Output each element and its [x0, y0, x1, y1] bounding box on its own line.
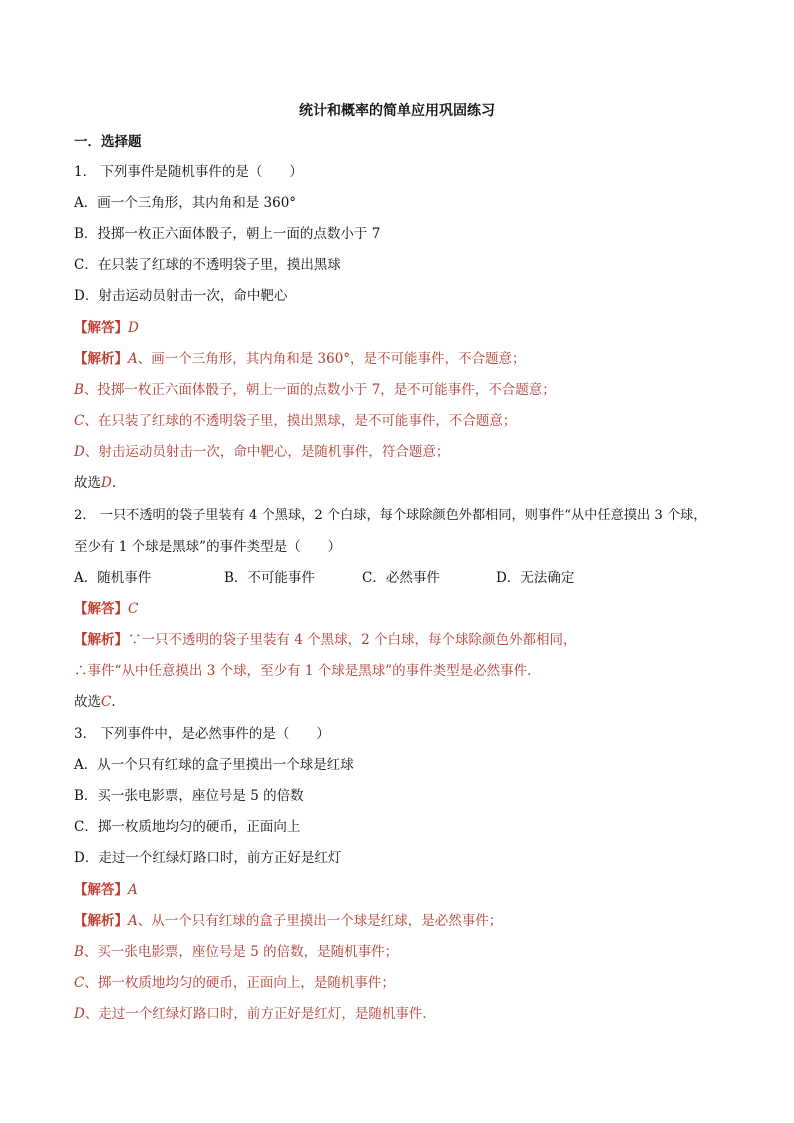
analysis-text: 、射击运动员射击一次，命中靶心，是随机事件，符合题意； [84, 444, 450, 460]
analysis-text: 、从一个只有红球的盒子里摸出一个球是红球，是必然事件； [137, 913, 503, 929]
question-1-analysis-d [74, 442, 449, 462]
question-3-analysis-c [74, 973, 395, 993]
question-3-analysis-a [74, 911, 502, 931]
answer-letter: A [128, 882, 138, 898]
section-title: 一．选择题 [74, 134, 142, 150]
conclusion-suffix: . [111, 475, 117, 491]
question-1-analysis-c [74, 411, 516, 431]
question-2-analysis-line-2: ∴事件“从中任意摸出 3 个球，至少有 1 个球是黑球”的事件类型是必然事件． [74, 663, 541, 679]
analysis-text: 、投掷一枚正六面体骰子，朝上一面的点数小于 7，是不可能事件，不合题意； [83, 382, 556, 398]
question-1-analysis-a [74, 349, 526, 369]
question-3-stem: 3． 下列事件中，是必然事件的是（ ） [74, 726, 330, 742]
conclusion-letter: D [101, 475, 112, 491]
answer-tag: 【解答】 [74, 601, 128, 617]
question-1-option-c: C．在只装了红球的不透明袋子里，摸出黑球 [74, 257, 341, 273]
analysis-letter: B [74, 944, 84, 960]
analysis-letter: B [74, 382, 84, 398]
question-1-analysis-b [74, 380, 556, 400]
answer-letter: C [128, 601, 139, 617]
analysis-text: 、买一张电影票，座位号是 5 的倍数，是随机事件； [83, 944, 399, 960]
question-2-conclusion [74, 692, 116, 712]
question-2-option-b: B．不可能事件 [224, 570, 315, 586]
question-1-option-b: B．投掷一枚正六面体骰子，朝上一面的点数小于 7 [74, 226, 381, 242]
conclusion-prefix: 故选 [74, 475, 101, 491]
analysis-tag: 【解析】 [74, 632, 128, 648]
question-3-answer [74, 880, 138, 900]
analysis-letter: A [128, 913, 138, 929]
analysis-letter: D [74, 444, 85, 460]
conclusion-suffix: . [111, 694, 116, 710]
analysis-letter: A [128, 351, 138, 367]
answer-tag: 【解答】 [74, 882, 128, 898]
question-1-conclusion [74, 473, 116, 493]
analysis-text: 、画一个三角形，其内角和是 360°，是不可能事件，不合题意； [137, 351, 526, 367]
analysis-tag: 【解析】 [74, 913, 128, 929]
question-2-answer [74, 599, 138, 619]
analysis-letter: D [74, 1006, 85, 1022]
question-2-stem-line-1: 2． 一只不透明的袋子里装有 4 个黑球，2 个白球，每个球除颜色外都相同，则事件“从中任意摸出 3 个球， [74, 508, 707, 523]
conclusion-letter: C [101, 694, 112, 710]
question-1-stem: 1． 下列事件是随机事件的是（ ） [74, 164, 303, 180]
analysis-text: 、在只装了红球的不透明袋子里，摸出黑球，是不可能事件，不合题意； [84, 413, 517, 429]
document-title: 统计和概率的简单应用巩固练习 [299, 103, 495, 119]
analysis-text: ∵一只不透明的袋子里装有 4 个黑球，2 个白球，每个球除颜色外都相同， [128, 632, 577, 648]
question-3-option-b: B．买一张电影票，座位号是 5 的倍数 [74, 788, 304, 804]
analysis-text: 、走过一个红绿灯路口时，前方正好是红灯，是随机事件． [84, 1006, 436, 1022]
question-2-analysis-line-1 [74, 630, 577, 650]
answer-tag: 【解答】 [74, 320, 128, 336]
question-2-option-a: A．随机事件 [74, 570, 152, 586]
analysis-letter: C [74, 413, 85, 429]
question-1-option-d: D．射击运动员射击一次，命中靶心 [74, 288, 288, 304]
question-2-option-d: D．无法确定 [496, 570, 575, 586]
question-3-option-a: A．从一个只有红球的盒子里摸出一个球是红球 [74, 757, 354, 773]
question-3-option-c: C．掷一枚质地均匀的硬币，正面向上 [74, 819, 301, 835]
question-3-option-d: D．走过一个红绿灯路口时，前方正好是红灯 [74, 850, 342, 866]
analysis-text: 、掷一枚质地均匀的硬币，正面向上，是随机事件； [84, 975, 395, 991]
analysis-letter: C [74, 975, 85, 991]
question-3-analysis-d [74, 1004, 436, 1024]
question-2-option-c: C．必然事件 [362, 570, 440, 586]
question-1-answer [74, 318, 139, 338]
question-2-stem-line-2: 至少有 1 个球是黑球”的事件类型是（ ） [74, 539, 342, 555]
conclusion-prefix: 故选 [74, 694, 101, 710]
question-1-option-a: A．画一个三角形，其内角和是 360° [74, 195, 297, 211]
question-3-analysis-b [74, 942, 398, 962]
analysis-tag: 【解析】 [74, 351, 128, 367]
answer-letter: D [128, 320, 139, 336]
